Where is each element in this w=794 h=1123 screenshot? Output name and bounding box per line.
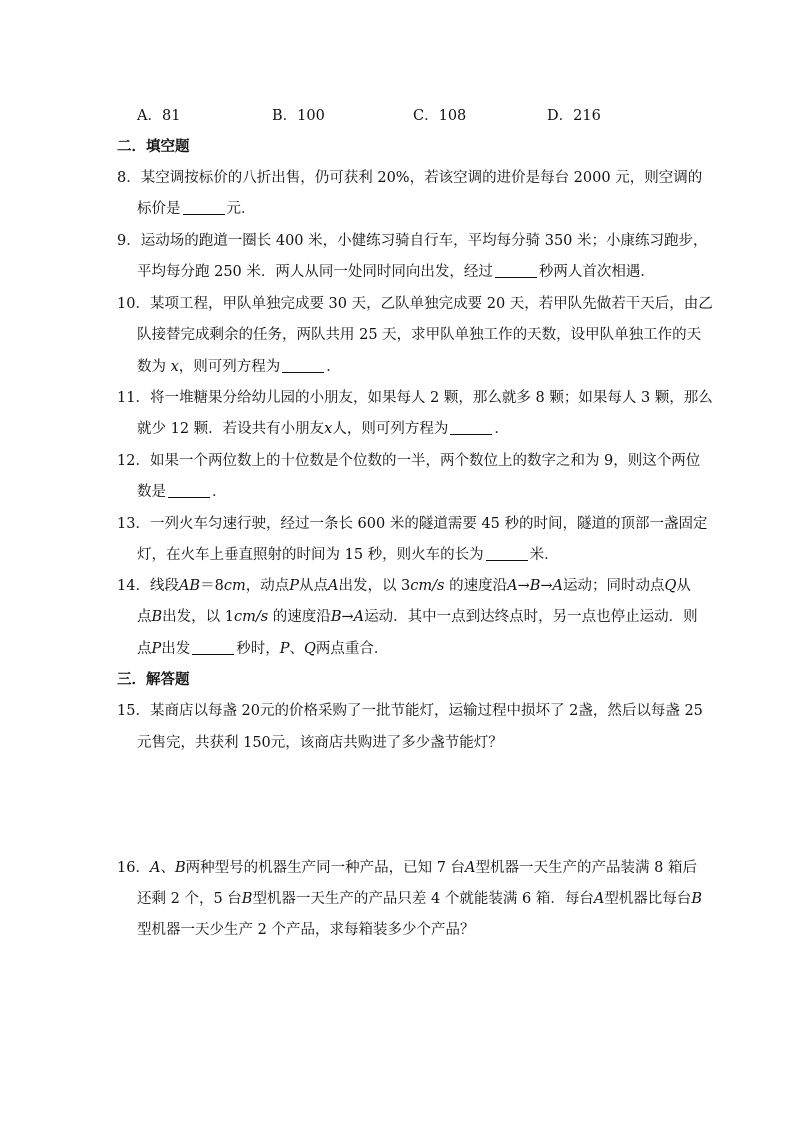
question-16-line-2: 还剩 2 个，5 台B型机器一天生产的产品只差 4 个就能装满 6 箱．每台A型机器比每台B xyxy=(137,891,702,907)
question-13-line-1: 13．一列火车匀速行驶，经过一条长 600 米的隧道需要 45 秒的时间，隧道的顶部一盏固定 xyxy=(117,516,708,532)
option-d: D．216 xyxy=(547,108,601,124)
question-15-line-1: 15．某商店以每盏 20元的价格采购了一批节能灯，运输过程中损坏了 2盏，然后以每盏 25 xyxy=(117,703,703,719)
question-14-line-2: 点B出发，以 1cm/s 的速度沿B→A运动．其中一点到达终点时，另一点也停止运动．则 xyxy=(137,609,698,625)
question-10-line-2: 队接替完成剩余的任务，两队共用 25 天，求甲队单独工作的天数，设甲队单独工作的天 xyxy=(137,327,702,343)
answer-blank[interactable] xyxy=(183,213,225,215)
question-15-line-2: 元售完，共获利 150元，该商店共购进了多少盏节能灯？ xyxy=(137,735,503,751)
question-12-line-2: 数是 ． xyxy=(137,484,227,500)
question-8-line-1: 8．某空调按标价的八折出售，仍可获利 20%，若该空调的进价是每台 2000 元，则空调的 xyxy=(117,170,703,186)
answer-blank[interactable] xyxy=(450,433,492,435)
option-b: B．100 xyxy=(272,108,325,124)
question-10-line-3: 数为 x，则可列方程为 ． xyxy=(137,359,341,375)
question-12-line-1: 12．如果一个两位数上的十位数是个位数的一半，两个数位上的数字之和为 9，则这个两位 xyxy=(117,453,701,469)
question-9-line-1: 9．运动场的跑道一圈长 400 米，小健练习骑自行车，平均每分骑 350 米；小康练习跑步， xyxy=(117,233,708,249)
answer-blank[interactable] xyxy=(282,371,324,373)
section-heading-fill-in: 二．填空题 xyxy=(117,139,190,155)
answer-blank[interactable] xyxy=(486,559,528,561)
answer-blank[interactable] xyxy=(192,653,234,655)
question-10-line-1: 10．某项工程，甲队单独完成要 30 天，乙队单独完成要 20 天，若甲队先做若干天后，由乙 xyxy=(117,296,713,312)
question-16-line-1: 16．A、B两种型号的机器生产同一种产品，已知 7 台A型机器一天生产的产品装满 8 箱后 xyxy=(117,860,697,876)
question-11-line-2: 就少 12 颗．若设共有小朋友x人，则可列方程为 ． xyxy=(137,421,509,437)
question-14-line-1: 14．线段AB＝8cm，动点P从点A出发，以 3cm/s 的速度沿A→B→A运动；同时动点Q从 xyxy=(117,578,691,594)
question-8-line-2: 标价是 元． xyxy=(137,201,256,217)
question-14-line-3: 点P出发 秒时，P、Q两点重合． xyxy=(137,641,389,657)
section-heading-answer: 三．解答题 xyxy=(117,672,190,688)
question-9-line-2: 平均每分跑 250 米．两人从同一处同时同向出发，经过 秒两人首次相遇． xyxy=(137,264,655,280)
question-13-line-2: 灯，在火车上垂直照射的时间为 15 秒，则火车的长为 米． xyxy=(137,547,559,563)
answer-blank[interactable] xyxy=(168,496,210,498)
question-11-line-1: 11．将一堆糖果分给幼儿园的小朋友，如果每人 2 颗，那么就多 8 颗；如果每人 3 颗，那么 xyxy=(117,390,713,406)
option-a: A．81 xyxy=(137,108,181,124)
option-c: C．108 xyxy=(413,108,467,124)
answer-blank[interactable] xyxy=(495,276,537,278)
question-16-line-3: 型机器一天少生产 2 个产品，求每箱装多少个产品？ xyxy=(137,922,475,938)
